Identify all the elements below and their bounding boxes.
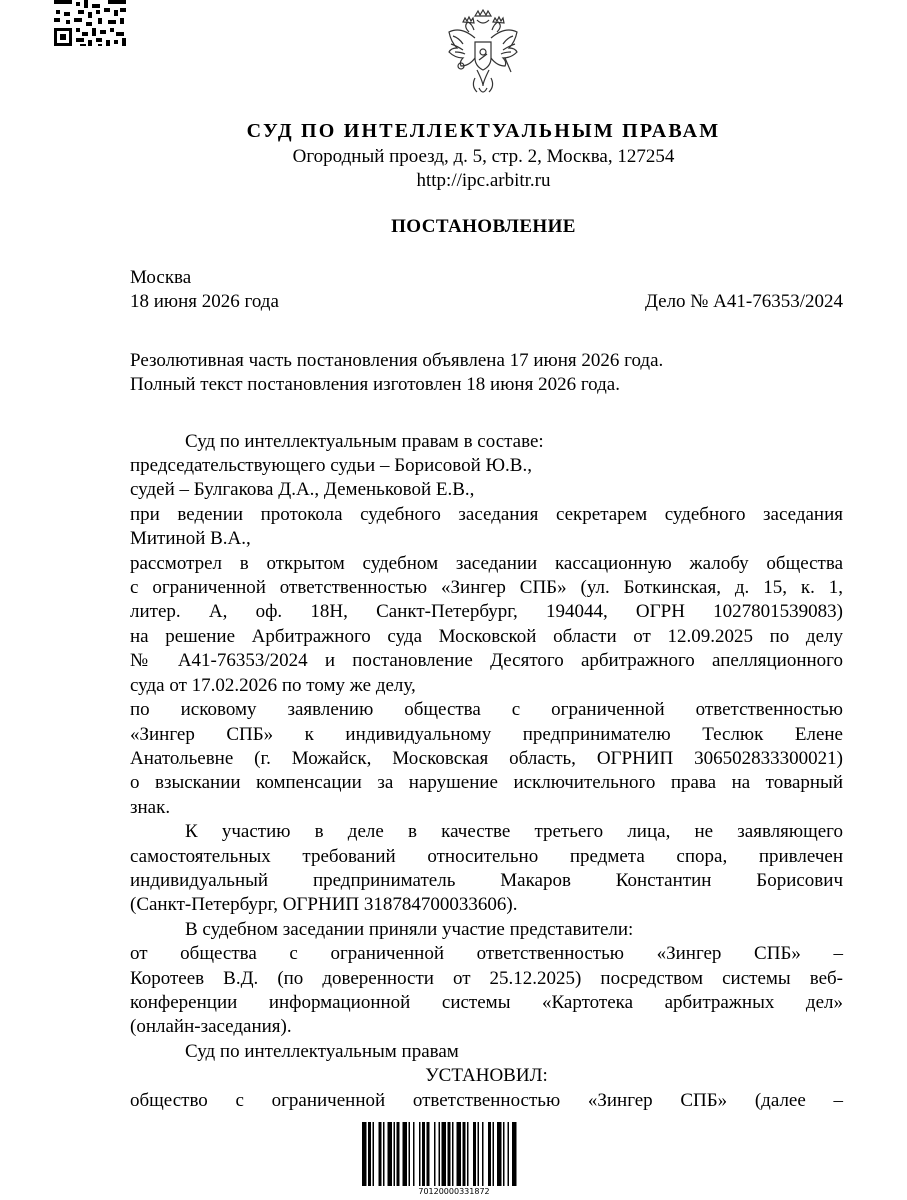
body-line: судей – Булгакова Д.А., Деменьковой Е.В., (130, 479, 475, 501)
document-body (130, 266, 843, 1113)
court-name: СУД ПО ИНТЕЛЛЕКТУАЛЬНЫМ ПРАВАМ (246, 120, 721, 142)
date-case-row (130, 290, 843, 314)
body-line: конференции информационной системы «Картотека арбитражных дел» (130, 991, 843, 1013)
body-line: (Санкт-Петербург, ОГРНИП 318784700033606). (130, 894, 518, 916)
body-line: Суд по интеллектуальным правам (185, 1040, 459, 1062)
decision-date: 18 июня 2026 года (130, 291, 279, 313)
body-line: литер. А, оф. 18Н, Санкт-Петербург, 194044, ОГРН 1027801539083) (130, 601, 843, 623)
document-title: ПОСТАНОВЛЕНИЕ (391, 216, 576, 237)
court-website: http://ipc.arbitr.ru (416, 170, 551, 191)
body-line: Суд по интеллектуальным правам в составе: (185, 430, 544, 452)
body-line: Коротеев В.Д. (по доверенности от 25.12.2025) посредством системы веб- (130, 967, 843, 989)
established-heading: УСТАНОВИЛ: (425, 1065, 548, 1087)
body-line: В судебном заседании приняли участие представители: (185, 918, 634, 940)
court-header (0, 118, 907, 193)
body-line: с ограниченной ответственностью «Зингер СПБ» (ул. Боткинская, д. 15, к. 1, (130, 577, 843, 599)
barcode (362, 1122, 546, 1186)
body-line: К участию в деле в качестве третьего лица, не заявляющего (185, 821, 843, 843)
body-line: рассмотрел в открытом судебном заседании кассационную жалобу общества (130, 552, 843, 574)
qr-code (52, 0, 128, 48)
body-line: Анатольевне (г. Можайск, Московская область, ОГРНИП 306502833300021) (130, 747, 843, 769)
body-line: (онлайн-заседания). (130, 1016, 292, 1038)
body-line: на решение Арбитражного суда Московской области от 12.09.2025 по делу (130, 625, 843, 647)
court-address: Огородный проезд, д. 5, стр. 2, Москва, 127254 (292, 146, 675, 167)
barcode-number: 70120000331872 (418, 1187, 490, 1196)
body-line: общество с ограниченной ответственностью «Зингер СПБ» (далее – (130, 1089, 843, 1111)
body-line: Митиной В.А., (130, 528, 251, 550)
body-line: при ведении протокола судебного заседания секретарем судебного заседания (130, 503, 843, 525)
body-line: о взыскании компенсации за нарушение исключительного права на товарный (130, 772, 843, 794)
body-line: от общества с ограниченной ответственностью «Зингер СПБ» – (130, 943, 843, 965)
announcement-line-1: Резолютивная часть постановления объявлена 17 июня 2026 года. (130, 349, 664, 371)
coat-of-arms-icon (441, 8, 525, 100)
announcement-line-2: Полный текст постановления изготовлен 18 июня 2026 года. (130, 374, 620, 396)
body-line: председательствующего судьи – Борисовой Ю.В., (130, 455, 532, 477)
body-line: «Зингер СПБ» к индивидуальному предпринимателю Теслюк Елене (130, 723, 843, 745)
body-line: № А41-76353/2024 и постановление Десятого арбитражного апелляционного (130, 650, 843, 672)
body-line: суда от 17.02.2026 по тому же делу, (130, 674, 416, 696)
body-line: самостоятельных требований относительно предмета спора, привлечен (130, 845, 843, 867)
body-line: индивидуальный предприниматель Макаров Константин Борисович (130, 869, 843, 891)
city: Москва (130, 267, 192, 288)
body-line: по исковому заявлению общества с ограниченной ответственностью (130, 699, 843, 721)
case-number: Дело № А41-76353/2024 (644, 291, 843, 313)
body-line: знак. (130, 796, 171, 818)
